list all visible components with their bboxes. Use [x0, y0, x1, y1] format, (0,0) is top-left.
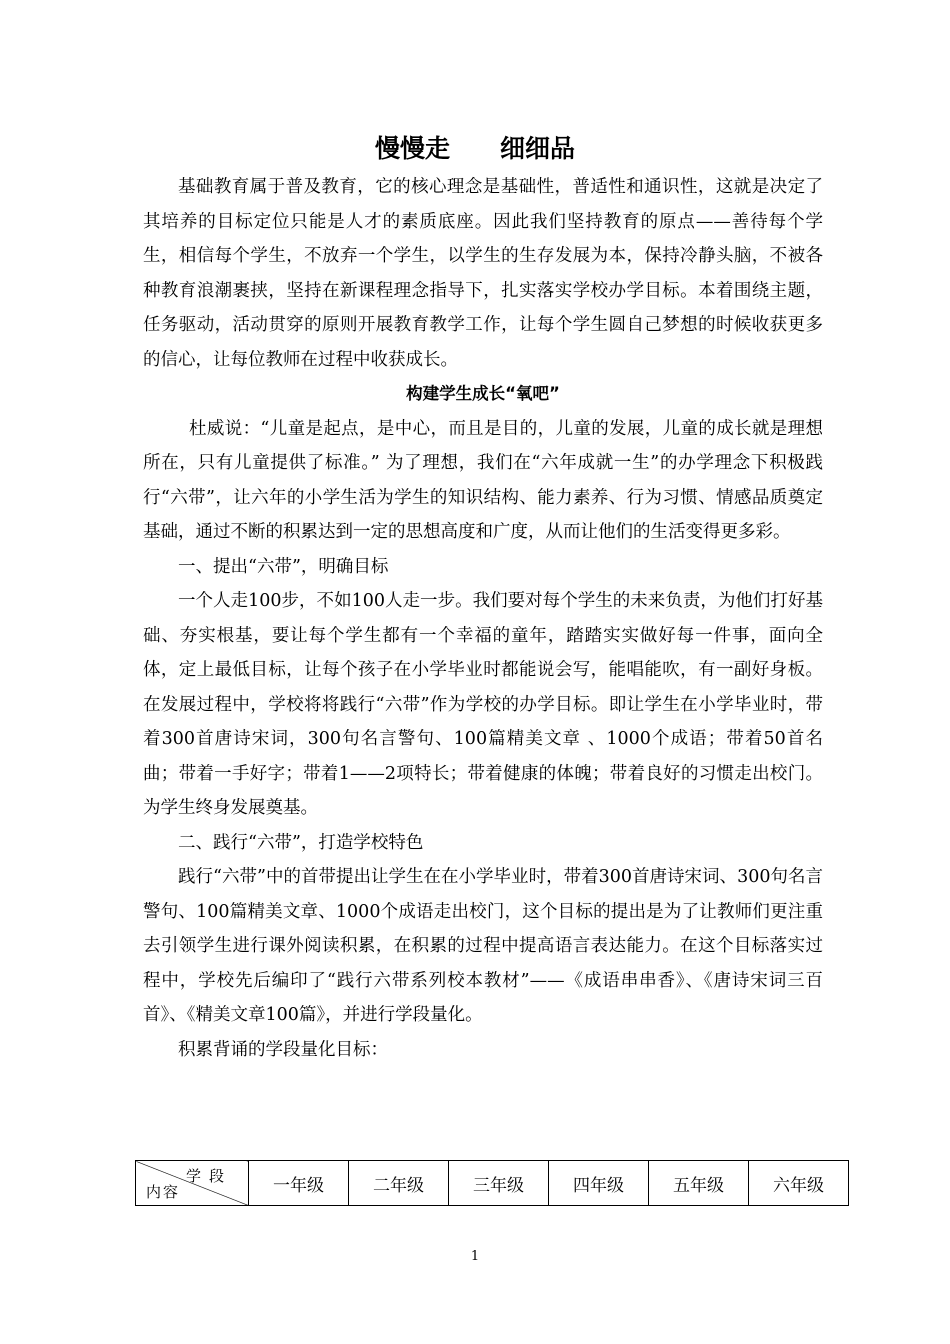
header-cell-grade-2: 二年级 [349, 1161, 449, 1206]
corner-label-content: 内容 [146, 1183, 181, 1201]
table-header-row [136, 1161, 849, 1206]
paragraph-dewey: 杜威说：“儿童是起点，是中心，而且是目的，儿童的发展，儿童的成长就是理想所在，只有儿童提供了标准。” 为了理想，我们在“六年成就一生”的办学理念下积极践行“六带”，让六年的小学生活为学生的知识结构、能力素养、行为习惯、情感品质奠定基础，通过不断的积累达到一定的思想高度和广度，从而让他们的生活变得更多彩。 [143, 418, 823, 542]
paragraph-table-intro: 积累背诵的学段量化目标： [178, 1039, 388, 1060]
grade-target-table [135, 1160, 849, 1206]
header-cell-grade-4: 四年级 [549, 1161, 649, 1206]
table-corner-cell [136, 1161, 249, 1206]
header-cell-grade-6: 六年级 [749, 1161, 849, 1206]
paragraph-goals: 一个人走100步，不如100人走一步。我们要对每个学生的未来负责，为他们打好基础、夯实根基，要让每个学生都有一个幸福的童年，踏踏实实做好每一件事，面向全体，定上最低目标，让每个孩子在小学毕业时都能说会写，能唱能吹，有一副好身板。在发展过程中，学校将将践行“六带”作为学校的办学目标。即让学生在小学毕业时，带着300首唐诗宋词，300句名言警句、100篇精美文章 、1000个成语；带着50首名曲；带着一手好字；带着1——2项特长；带着健康的体魄；带着良好的习惯走出校门。为学生终身发展奠基。 [143, 591, 823, 818]
header-cell-grade-1: 一年级 [249, 1161, 349, 1206]
page-title: 慢慢走 细细品 [374, 134, 575, 163]
header-cell-grade-5: 五年级 [649, 1161, 749, 1206]
intro-paragraph: 基础教育属于普及教育，它的核心理念是基础性，普适性和通识性，这就是决定了其培养的目标定位只能是人才的素质底座。因此我们坚持教育的原点——善待每个学生，相信每个学生，不放弃一个学生，以学生的生存发展为本，保持冷静头脑，不被各种教育浪潮裹挟，坚持在新课程理念指导下，扎实落实学校办学目标。本着围绕主题，任务驱动，活动贯穿的原则开展教育教学工作，让每个学生圆自己梦想的时候收获更多的信心，让每位教师在过程中收获成长。 [143, 177, 823, 370]
header-cell-grade-3: 三年级 [449, 1161, 549, 1206]
heading-two: 二、践行“六带”，打造学校特色 [178, 832, 424, 853]
section-subtitle: 构建学生成长“氧吧” [406, 384, 560, 403]
page-number: 1 [470, 1249, 480, 1264]
heading-one: 一、提出“六带”，明确目标 [178, 556, 389, 577]
corner-label-grade: 学段 [185, 1167, 232, 1185]
paragraph-practice: 践行“六带”中的首带提出让学生在在小学毕业时，带着300首唐诗宋词、300句名言警句、100篇精美文章、1000个成语走出校门，这个目标的提出是为了让教师们更注重去引领学生进行课外阅读积累，在积累的过程中提高语言表达能力。在这个目标落实过程中，学校先后编印了“践行六带系列校本教材”——《成语串串香》、《唐诗宋词三百首》、《精美文章100篇》，并进行学段量化。 [143, 867, 823, 1025]
body-text [143, 170, 823, 1067]
